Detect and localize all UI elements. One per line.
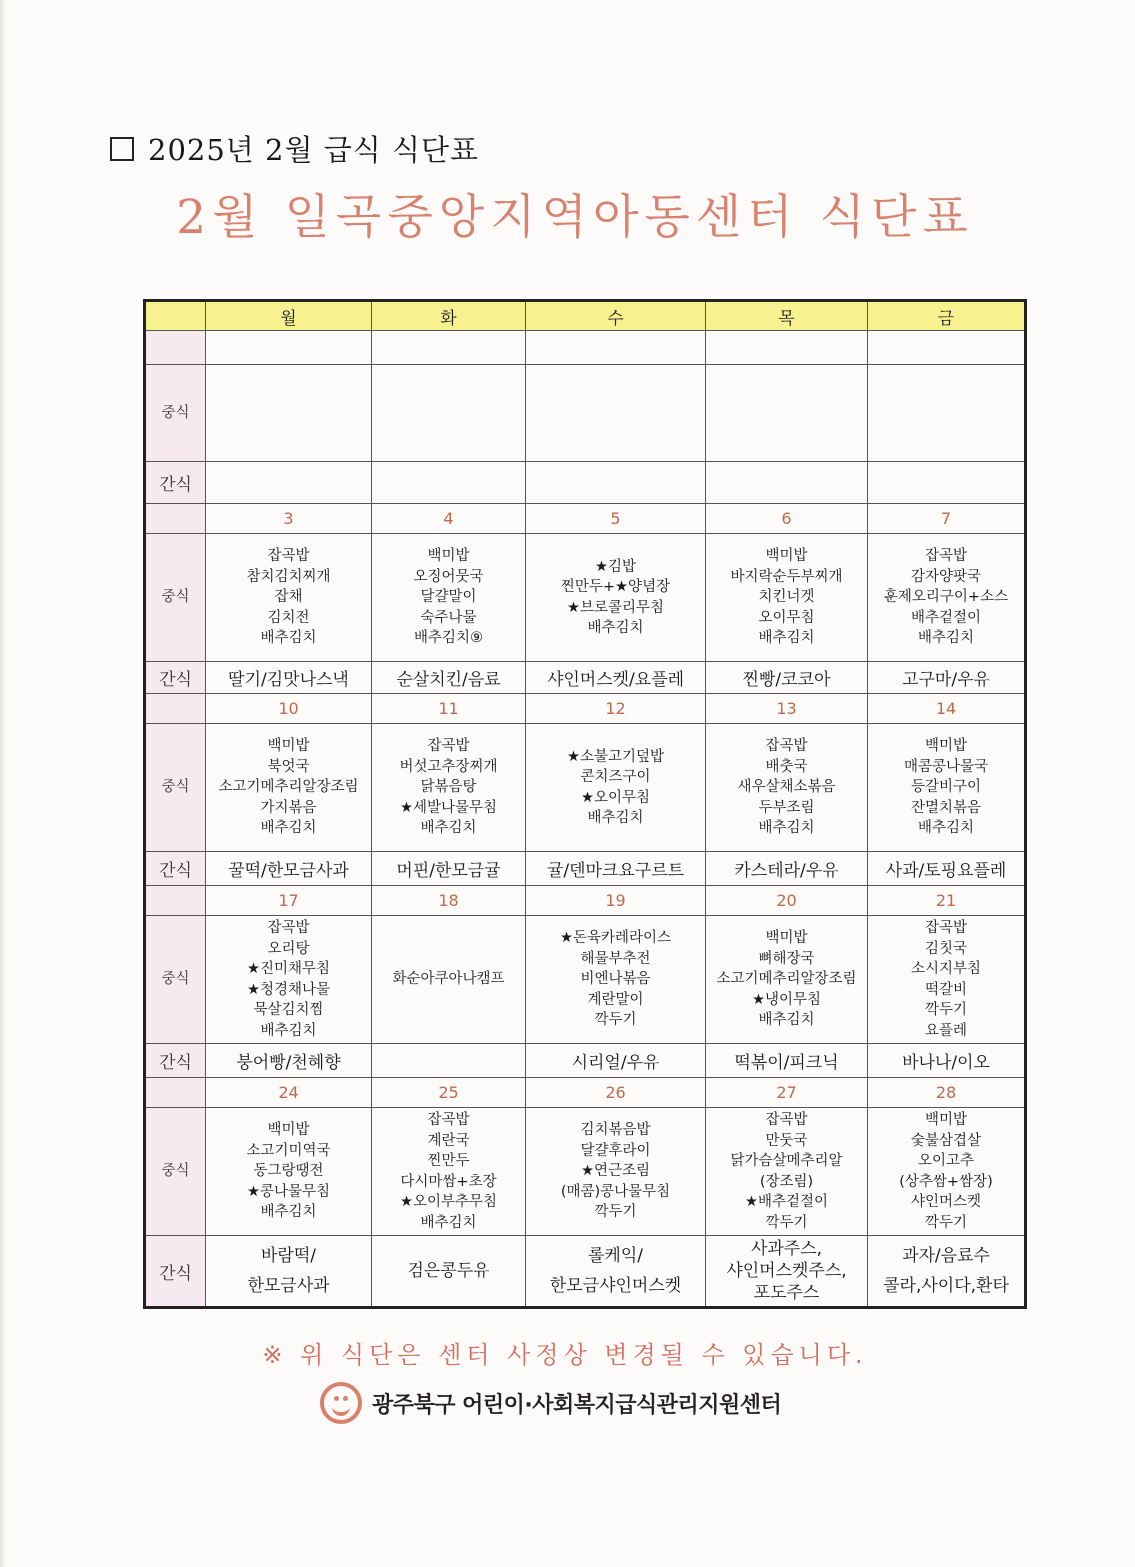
menu-item: 매콤콩나물국: [903, 758, 989, 775]
date-cell: 10: [206, 694, 372, 724]
snack-cell: 딸기/김맛나스낵: [206, 662, 372, 694]
weekday-header: 화: [372, 301, 526, 331]
menu-item: ★배추겉절이: [744, 1194, 829, 1210]
menu-item: ★냉이무침: [751, 991, 822, 1008]
date-cell: 11: [372, 694, 526, 724]
lunch-row: [145, 365, 1026, 462]
menu-item: 숙주나물: [420, 609, 477, 626]
snack-item: 과자/음료수: [902, 1246, 990, 1266]
weekday-header: 목: [706, 301, 868, 331]
snack-cell: 찐빵/코코아: [706, 662, 868, 694]
menu-item: 닭볶음탕: [420, 779, 477, 796]
menu-item: ★오이부추무침: [399, 1194, 498, 1210]
date-row-label: [145, 886, 206, 916]
date-cell: 25: [372, 1078, 526, 1108]
menu-item: 잡곡밥: [924, 548, 968, 565]
menu-item: 배춧국: [765, 758, 808, 775]
menu-item: 백미밥: [427, 548, 470, 565]
organization-name: 광주북구 어린이·사회복지급식관리지원센터: [372, 1392, 782, 1418]
snack-item: 사과주스,: [750, 1239, 823, 1259]
menu-item: 잡곡밥: [765, 738, 808, 755]
menu-item: 백미밥: [765, 548, 808, 565]
menu-item: 백미밥: [765, 930, 808, 947]
snack-label: 간식: [145, 1044, 206, 1078]
menu-item: 숯불삼겹살: [910, 1132, 982, 1149]
lunch-cell: [706, 1108, 868, 1236]
menu-item: ★김밥: [594, 558, 636, 575]
menu-item: 배추김치: [587, 620, 644, 636]
date-row-label: [145, 1078, 206, 1108]
checkbox-square-icon: [110, 137, 134, 161]
menu-item: 배추김치: [917, 630, 975, 647]
lunch-cell: [706, 534, 868, 662]
lunch-cell: [372, 365, 526, 462]
lunch-cell: [206, 1108, 372, 1236]
menu-item: 김치볶음밥: [580, 1122, 651, 1139]
menu-item: 김칫국: [924, 940, 968, 957]
page-edge: [0, 0, 6, 1567]
menu-item: ★세발나물무침: [399, 799, 498, 816]
date-row: [145, 694, 1026, 724]
snack-cell: [372, 462, 526, 504]
menu-item: 백미밥: [924, 1112, 968, 1128]
date-cell: 18: [372, 886, 526, 916]
menu-item: 배추김치: [260, 1204, 317, 1221]
menu-item: ★연근조림: [580, 1163, 651, 1180]
lunch-cell: [868, 916, 1026, 1044]
snack-cell: 떡볶이/피크닉: [706, 1044, 868, 1078]
menu-item: 치킨너겟: [758, 589, 815, 606]
menu-item: 비엔나볶음: [580, 971, 651, 988]
snack-label: 간식: [145, 662, 206, 694]
date-row: [145, 504, 1026, 534]
snack-item: 롤케익/: [588, 1246, 643, 1266]
lunch-cell: [868, 1108, 1026, 1236]
snack-cell: [372, 1236, 526, 1308]
date-cell: 28: [868, 1078, 1026, 1108]
smiley-logo-icon: [320, 1382, 362, 1424]
menu-item: 찐만두+★양념장: [560, 579, 671, 595]
snack-cell: 샤인머스켓/요플레: [526, 662, 706, 694]
menu-item: 잡곡밥: [765, 1112, 808, 1128]
menu-item: 잡곡밥: [267, 548, 310, 565]
menu-item: 뼈해장국: [758, 950, 815, 967]
date-row: [145, 1078, 1026, 1108]
menu-item: 깍두기: [765, 1214, 808, 1231]
snack-cell: [526, 462, 706, 504]
snack-cell: 고구마/우유: [868, 662, 1026, 694]
snack-cell: [868, 1236, 1026, 1308]
menu-item: 백미밥: [924, 738, 968, 755]
date-cell: 26: [526, 1078, 706, 1108]
menu-item: 오징어뭇국: [413, 568, 484, 585]
menu-item: 계란국: [427, 1132, 470, 1149]
meal-schedule-table: [143, 299, 1027, 1309]
lunch-cell: [706, 916, 868, 1044]
menu-item: 닭가슴살메추리알: [730, 1153, 843, 1169]
date-cell: 20: [706, 886, 868, 916]
lunch-cell: [372, 534, 526, 662]
menu-item: 배추김치⑨: [413, 630, 484, 647]
menu-item: 오리탕: [267, 940, 310, 957]
lunch-cell: [526, 534, 706, 662]
lunch-cell: [868, 534, 1026, 662]
menu-item: (장조림): [759, 1173, 814, 1190]
lunch-cell: [526, 916, 706, 1044]
date-cell: 12: [526, 694, 706, 724]
weekday-header: 금: [868, 301, 1026, 331]
menu-item: 잡채: [274, 589, 303, 606]
menu-item: 깍두기: [594, 1204, 637, 1221]
lunch-label: 중식: [145, 916, 206, 1044]
lunch-cell: [206, 365, 372, 462]
menu-item: ★청경채나물: [246, 981, 331, 998]
lunch-label: 중식: [145, 534, 206, 662]
menu-item: 배추김치: [758, 820, 815, 837]
menu-item: 깍두기: [924, 1002, 968, 1018]
lunch-cell: [526, 1108, 706, 1236]
menu-item: 잡곡밥: [267, 920, 310, 936]
menu-item: 두부조림: [758, 799, 815, 816]
snack-cell: [706, 462, 868, 504]
date-cell: 3: [206, 504, 372, 534]
snack-cell: 바나나/이오: [868, 1044, 1026, 1078]
menu-item: 배추김치: [587, 810, 644, 826]
menu-item: 김치전: [267, 609, 310, 626]
page-title: 2월 일곡중앙지역아동센터 식단표: [176, 190, 974, 245]
date-cell: 7: [868, 504, 1026, 534]
date-row-label: [145, 504, 206, 534]
snack-cell: 붕어빵/천혜향: [206, 1044, 372, 1078]
menu-item: 잡곡밥: [427, 1112, 470, 1128]
menu-item: 깍두기: [594, 1012, 637, 1029]
menu-item: 참치김치찌개: [246, 568, 331, 585]
snack-cell: [868, 462, 1026, 504]
menu-item: 잔멸치볶음: [910, 799, 982, 816]
menu-item: 북엇국: [267, 758, 310, 775]
menu-item: 오이무침: [758, 609, 815, 626]
lunch-cell: [206, 916, 372, 1044]
date-cell: [706, 331, 868, 365]
date-cell: 4: [372, 504, 526, 534]
menu-item: 동그랑땡전: [253, 1163, 324, 1180]
lunch-cell: [868, 724, 1026, 852]
weekday-header: 수: [526, 301, 706, 331]
snack-row: [145, 852, 1026, 886]
date-cell: [372, 331, 526, 365]
menu-item: 콘치즈구이: [580, 769, 651, 785]
menu-item: 등갈비구이: [910, 779, 982, 796]
snack-item: 바람떡/: [261, 1246, 316, 1266]
menu-item: 새우살채소볶음: [737, 779, 836, 796]
snack-cell: [206, 1236, 372, 1308]
menu-item: 해물부추전: [580, 950, 651, 967]
menu-item: (상추쌈+쌈장): [899, 1173, 993, 1190]
lunch-cell: [372, 1108, 526, 1236]
lunch-cell: [372, 916, 526, 1044]
menu-item: ★오이무침: [580, 789, 651, 806]
menu-item: (매콤)콩나물무침: [560, 1183, 671, 1200]
menu-item: 배추김치: [260, 820, 317, 837]
menu-item: ★진미채무침: [246, 961, 331, 977]
menu-item: 샤인머스켓: [910, 1194, 982, 1210]
lunch-cell: [868, 365, 1026, 462]
menu-item: 백미밥: [267, 738, 310, 755]
snack-cell: [706, 1236, 868, 1308]
date-cell: 19: [526, 886, 706, 916]
date-row: [145, 331, 1026, 365]
menu-item: 배추겉절이: [910, 609, 982, 626]
date-cell: [206, 331, 372, 365]
lunch-cell: [526, 724, 706, 852]
lunch-cell: [706, 724, 868, 852]
document-heading: [110, 128, 479, 169]
snack-item: 한모금사과: [247, 1276, 330, 1296]
date-row-label: [145, 331, 206, 365]
menu-item: 바지락순두부찌개: [730, 568, 843, 585]
lunch-label: 중식: [145, 724, 206, 852]
snack-item: 포도주스: [753, 1283, 820, 1303]
lunch-cell: [372, 724, 526, 852]
snack-label: 간식: [145, 1236, 206, 1308]
menu-item: 훈제오리구이+소스: [883, 589, 1009, 606]
snack-item: 한모금샤인머스켓: [549, 1276, 682, 1296]
menu-item: 다시마쌈+초장: [400, 1173, 497, 1190]
lunch-cell: [206, 724, 372, 852]
menu-item: 소고기메추리알장조림: [218, 779, 359, 796]
snack-label: 간식: [145, 852, 206, 886]
lunch-row: [145, 1108, 1026, 1236]
menu-item: 배추김치: [260, 630, 317, 647]
lunch-row: [145, 534, 1026, 662]
snack-cell: [206, 462, 372, 504]
menu-item: 배추김치: [758, 630, 815, 647]
lunch-cell: [526, 365, 706, 462]
menu-item: 배추김치: [260, 1022, 317, 1039]
snack-row: [145, 462, 1026, 504]
snack-row: [145, 1236, 1026, 1308]
date-cell: 24: [206, 1078, 372, 1108]
heading-text: 2025년 2월 급식 식단표: [148, 133, 480, 167]
menu-item: ★돈육카레라이스: [559, 930, 672, 947]
date-cell: [868, 331, 1026, 365]
menu-item: ★콩나물무침: [246, 1183, 331, 1200]
snack-cell: 시리얼/우유: [526, 1044, 706, 1078]
menu-item: 달걀말이: [420, 589, 477, 606]
snack-cell: 머핀/한모금귤: [372, 852, 526, 886]
snack-cell: 사과/토핑요플레: [868, 852, 1026, 886]
date-cell: 14: [868, 694, 1026, 724]
menu-item: 떡갈비: [924, 981, 968, 998]
lunch-row: [145, 916, 1026, 1044]
snack-cell: [526, 1236, 706, 1308]
menu-item: ★소불고기덮밥: [566, 748, 665, 765]
menu-item: 버섯고추장찌개: [399, 758, 498, 775]
snack-cell: 순살치킨/음료: [372, 662, 526, 694]
date-cell: 27: [706, 1078, 868, 1108]
snack-item: 검은콩두유: [407, 1261, 490, 1281]
menu-item: 백미밥: [267, 1122, 310, 1139]
lunch-label: 중식: [145, 1108, 206, 1236]
menu-item: 배추김치: [758, 1012, 815, 1029]
date-cell: 5: [526, 504, 706, 534]
snack-cell: [372, 1044, 526, 1078]
menu-item: ★브로콜리무침: [566, 599, 665, 616]
date-cell: 21: [868, 886, 1026, 916]
menu-item: 계란말이: [587, 991, 644, 1008]
menu-item: 묵살김치찜: [253, 1002, 324, 1018]
weekday-header: 월: [206, 301, 372, 331]
snack-item: 샤인머스켓주스,: [726, 1261, 847, 1281]
menu-item: 소시지부침: [910, 961, 982, 977]
header-corner: [145, 301, 206, 331]
menu-item: 잡곡밥: [427, 738, 470, 755]
lunch-label: 중식: [145, 365, 206, 462]
menu-item: 감자양팟국: [910, 568, 982, 585]
menu-item: 깍두기: [924, 1214, 968, 1231]
date-cell: 13: [706, 694, 868, 724]
lunch-cell: [706, 365, 868, 462]
menu-item: 배추김치: [917, 820, 975, 837]
snack-cell: 꿀떡/한모금사과: [206, 852, 372, 886]
menu-item: 찐만두: [427, 1153, 470, 1169]
menu-item: 가지볶음: [260, 799, 317, 816]
menu-item: 소고기메추리알장조림: [716, 971, 857, 988]
date-cell: [526, 331, 706, 365]
lunch-row: [145, 724, 1026, 852]
menu-item: 달걀후라이: [580, 1142, 651, 1159]
snack-cell: 귤/덴마크요구르트: [526, 852, 706, 886]
menu-item: 배추김치: [420, 1214, 477, 1231]
snack-label: 간식: [145, 462, 206, 504]
menu-item: 잡곡밥: [924, 920, 968, 936]
date-cell: 6: [706, 504, 868, 534]
snack-item: 콜라,사이다,환타: [883, 1276, 1009, 1296]
snack-row: [145, 662, 1026, 694]
lunch-cell: [206, 534, 372, 662]
snack-row: [145, 1044, 1026, 1078]
snack-cell: 카스테라/우유: [706, 852, 868, 886]
change-notice: ※ 위 식단은 센터 사정상 변경될 수 있습니다.: [262, 1341, 868, 1369]
organization-signature: [320, 1380, 781, 1426]
date-row: [145, 886, 1026, 916]
menu-item: 배추김치: [420, 820, 477, 837]
menu-item: 화순아쿠아나캠프: [392, 971, 505, 988]
menu-item: 요플레: [924, 1022, 968, 1039]
menu-item: 만둣국: [765, 1132, 808, 1149]
date-row-label: [145, 694, 206, 724]
menu-item: 소고기미역국: [246, 1142, 331, 1159]
date-cell: 17: [206, 886, 372, 916]
weekday-header-row: [145, 301, 1026, 331]
menu-item: 오이고추: [917, 1153, 975, 1169]
